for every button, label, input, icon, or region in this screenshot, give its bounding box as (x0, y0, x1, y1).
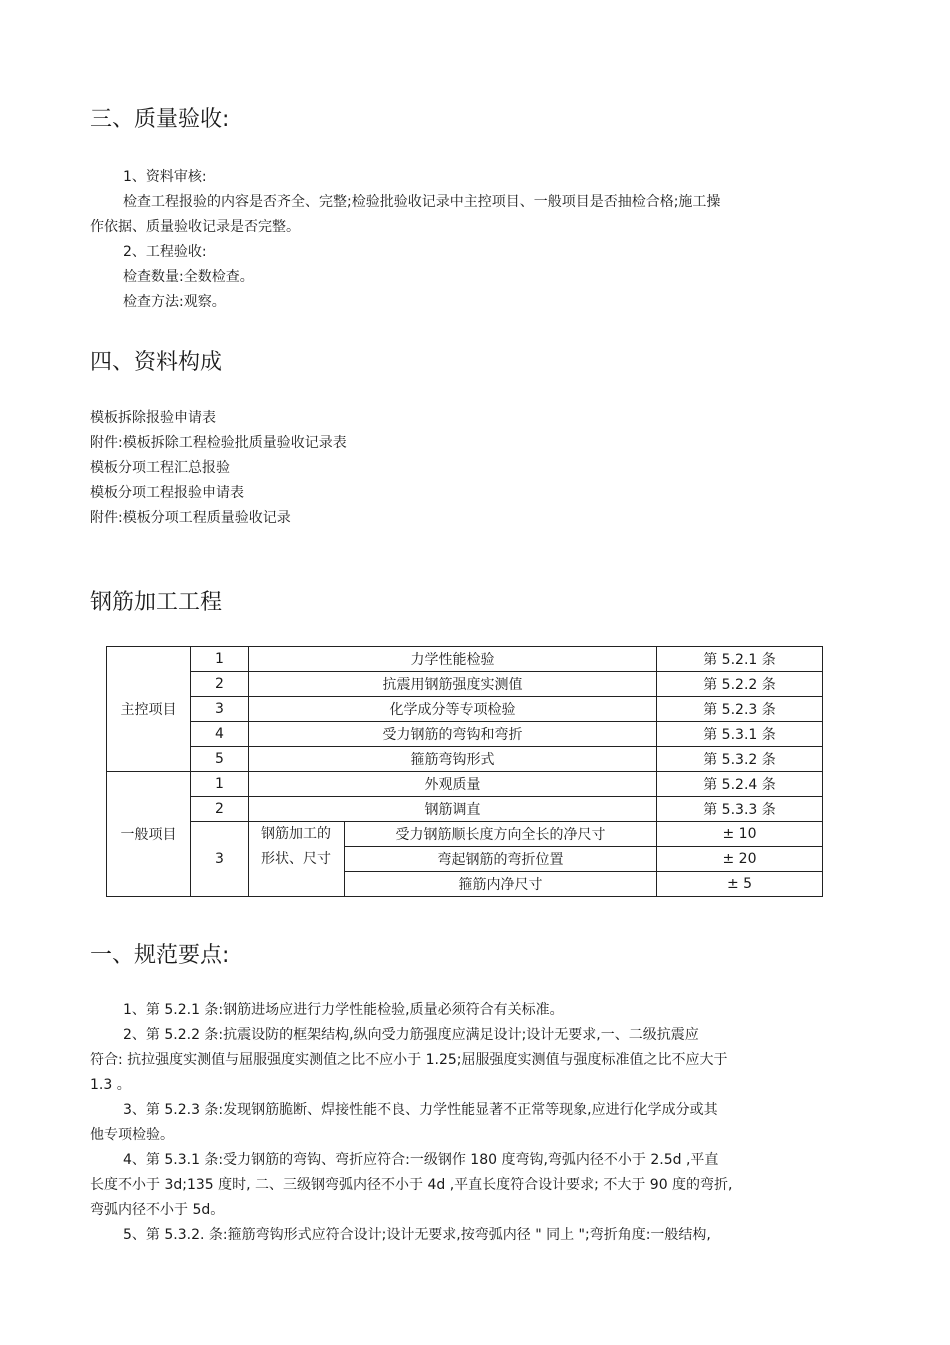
item-document-review-text-line2: 作依据、质量验收记录是否完整。 (90, 219, 300, 235)
clause-ref: 第 5.2.4 条 (657, 772, 823, 797)
item-name: 箍筋内净尺寸 (345, 872, 657, 897)
spec-point-4-line1: 4、第 5.3.1 条:受力钢筋的弯钩、弯折应符合:一级钢作 180 度弯钩,弯弧内径不小于 2.5d ,平直 (123, 1152, 719, 1168)
spec-point-5-line1: 5、第 5.3.2. 条:箍筋弯钩形式应符合设计;设计无要求,按弯弧内径 " 同上 ";弯折角度:一般结构, (123, 1227, 711, 1243)
item-name: 抗震用钢筋强度实测值 (249, 672, 657, 697)
row-number: 1 (191, 772, 249, 797)
table-row (107, 647, 823, 672)
clause-ref: 第 5.2.2 条 (657, 672, 823, 697)
item-document-review-text-line1: 检查工程报验的内容是否齐全、完整;检验批验收记录中主控项目、一般项目是否抽检合格;施工操 (123, 194, 721, 210)
document-list-item: 附件:模板分项工程质量验收记录 (90, 510, 291, 526)
item-name: 箍筋弯钩形式 (249, 747, 657, 772)
document-list-item: 模板分项工程报验申请表 (90, 485, 244, 501)
spec-point-4-line3: 弯弧内径不小于 5d。 (90, 1202, 225, 1218)
spec-point-3-line1: 3、第 5.2.3 条:发现钢筋脆断、焊接性能不良、力学性能显著不正常等现象,应进行化学成分或其 (123, 1102, 718, 1118)
document-list-item: 附件:模板拆除工程检验批质量验收记录表 (90, 435, 347, 451)
row-number: 5 (191, 747, 249, 772)
tolerance: ± 5 (657, 872, 823, 897)
row-number: 3 (191, 697, 249, 722)
item-document-review-label: 1、资料审核: (123, 169, 207, 185)
item-name: 外观质量 (249, 772, 657, 797)
shape-size-label (249, 822, 345, 897)
inspection-quantity: 检查数量:全数检查。 (123, 269, 254, 285)
document-list-item: 模板拆除报验申请表 (90, 410, 216, 426)
clause-ref: 第 5.3.2 条 (657, 747, 823, 772)
spec-point-1: 1、第 5.2.1 条:钢筋进场应进行力学性能检验,质量必须符合有关标准。 (123, 1002, 564, 1018)
section-heading-spec-points: 一、规范要点: (90, 943, 230, 968)
table-row (107, 772, 823, 797)
group-label-general: 一般项目 (107, 772, 191, 897)
spec-point-4-line2: 长度不小于 3d;135 度时, 二、三级钢弯弧内径不小于 4d ,平直长度符合设计要求; 不大于 90 度的弯折, (90, 1177, 733, 1193)
spec-point-2-line3: 1.3 。 (90, 1077, 131, 1093)
clause-ref: 第 5.2.1 条 (657, 647, 823, 672)
clause-ref: 第 5.3.3 条 (657, 797, 823, 822)
row-number: 3 (191, 822, 249, 897)
shape-size-label-line1: 钢筋加工的 (261, 826, 331, 842)
inspection-method: 检查方法:观察。 (123, 294, 226, 310)
item-name: 受力钢筋的弯钩和弯折 (249, 722, 657, 747)
clause-ref: 第 5.2.3 条 (657, 697, 823, 722)
table-row (107, 697, 823, 722)
spec-point-2-line1: 2、第 5.2.2 条:抗震设防的框架结构,纵向受力筋强度应满足设计;设计无要求,一、二级抗震应 (123, 1027, 699, 1043)
spec-point-2-line2: 符合: 抗拉强度实测值与屈服强度实测值之比不应小于 1.25;屈服强度实测值与强度标准值之比不应大于 (90, 1052, 728, 1068)
table-row (107, 722, 823, 747)
shape-size-label-line2: 形状、尺寸 (261, 851, 331, 867)
tolerance: ± 20 (657, 847, 823, 872)
table-row (107, 672, 823, 697)
tolerance: ± 10 (657, 822, 823, 847)
item-engineering-acceptance-label: 2、工程验收: (123, 244, 207, 260)
item-name: 力学性能检验 (249, 647, 657, 672)
clause-ref: 第 5.3.1 条 (657, 722, 823, 747)
rebar-inspection-table (106, 646, 823, 897)
table-row (107, 822, 823, 847)
table-row (107, 747, 823, 772)
item-name: 钢筋调直 (249, 797, 657, 822)
row-number: 4 (191, 722, 249, 747)
section-heading-document-composition: 四、资料构成 (90, 350, 223, 375)
document-list-item: 模板分项工程汇总报验 (90, 460, 230, 476)
row-number: 2 (191, 797, 249, 822)
row-number: 1 (191, 647, 249, 672)
row-number: 2 (191, 672, 249, 697)
item-name: 化学成分等专项检验 (249, 697, 657, 722)
group-label-main-control: 主控项目 (107, 647, 191, 772)
item-name: 弯起钢筋的弯折位置 (345, 847, 657, 872)
spec-point-3-line2: 他专项检验。 (90, 1127, 174, 1143)
item-name: 受力钢筋顺长度方向全长的净尺寸 (345, 822, 657, 847)
rebar-processing-title: 钢筋加工工程 (90, 590, 223, 615)
section-heading-quality-acceptance: 三、质量验收: (90, 107, 230, 132)
table-row (107, 797, 823, 822)
